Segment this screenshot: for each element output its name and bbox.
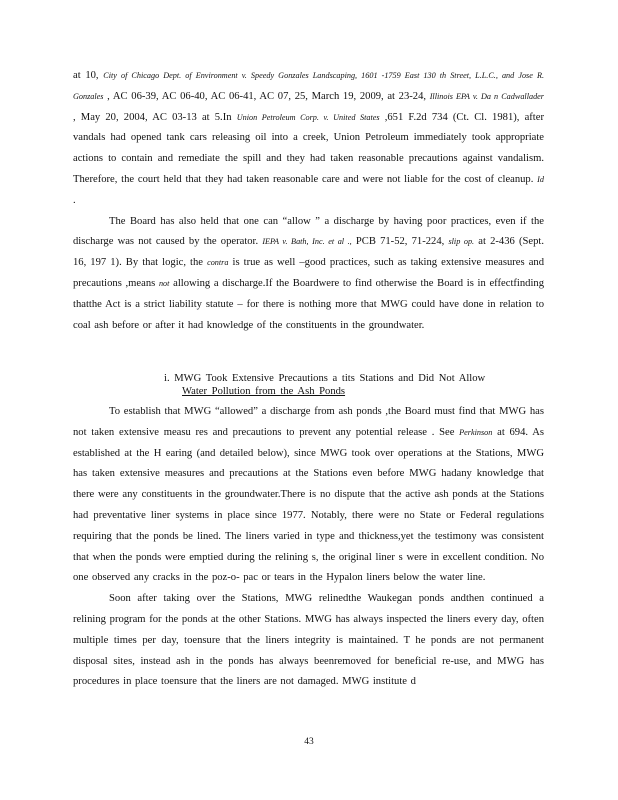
- case-citation: slip op.: [448, 237, 475, 247]
- text-run: at 10,: [73, 70, 104, 81]
- case-citation: Union Petroleum Corp. v. United States: [236, 112, 380, 122]
- page-number: 43: [304, 737, 314, 747]
- paragraph-1: [73, 66, 544, 212]
- text-run: , AC 06-39, AC 06-40, AC 06-41, AC 07, 25, March 19, 2009, at 23-24,: [103, 90, 430, 102]
- section-heading: [164, 372, 544, 398]
- body-text-bottom: [73, 402, 544, 693]
- text-run: PCB 71-52, 71-224,: [351, 236, 449, 248]
- text-run: To establish that MWG “allowed” a discharge from ash ponds ,the Board must find that MWG has not taken extensive measu res and precautions to prevent any potential release . See: [73, 406, 544, 438]
- text-run: Soon after taking over the Stations, MWG relinedthe Waukegan ponds andthen continued a relining program for the ponds at the other Stations. MWG has always inspected the liners every day, often multiple times per day, toensure that the liners integrity is maintained. T he ponds are not permanent disposal sites, instead ash in the ponds has always beenremoved for beneficial re-use, and MWG has procedures in place toensure that the liners are not damaged. MWG institute d: [73, 593, 544, 688]
- emphasis-word: contra: [207, 258, 229, 268]
- text-run: allowing a discharge.If the Boardwere to find otherwise the Board is in effectfinding thatthe Act is a strict liability statute – for there is nothing more that MWG could have done in relation to coal ash before or after it had knowledge of the constituents in the groundwater.: [73, 277, 544, 331]
- text-run: The Board has also held that one can “allow ” a discharge by having poor practices, even if the discharge was not caused by the operator.: [73, 215, 544, 248]
- body-text-top: [73, 66, 544, 336]
- case-citation: Perkinson: [459, 427, 493, 437]
- text-run: , May 20, 2004, AC 03-13 at 5.In: [73, 111, 237, 123]
- case-citation: City of Chicago Dept. of Environment v. Speedy Gonzales Landscaping, 1601 -1759 East 130 th Street, L.L.C., and Jose R. Gonzales: [73, 71, 544, 101]
- paragraph-4: [73, 589, 544, 693]
- section-heading-line-2: Water Pollution from the Ash Ponds: [182, 386, 346, 397]
- paragraph-2: [73, 212, 544, 337]
- text-run: .: [73, 194, 76, 206]
- case-citation: Illinois EPA v. Da n Cadwallader: [429, 91, 544, 101]
- text-run: ,651 F.2d 734 (Ct. Cl. 1981), after vandals had opened tank cars releasing oil into a creek, Union Petroleum immediately took appropriate actions to contain and remediate the spill and they had taken reasonable precautions against vandalism. Therefore, the court held that they had taken reasonable care and were not liable for the cost of cleanup.: [73, 111, 544, 185]
- section-heading-line-1: i. MWG Took Extensive Precautions a tits Stations and Did Not Allow: [164, 373, 486, 384]
- text-run: at 694. As established at the H earing (and detailed below), since MWG took over operations at the Stations, MWG has taken extensive measures and precautions at the Stations even before MWG hadany knowledge that there were any constituents in the groundwater.There is no dispute that the active ash ponds at the Stations had preventative liner systems in place since 1977. Notably, there were no State or Federal regulations requiring that the ponds be lined. The liners varied in type and thickness,yet the testimony was consistent that when the ponds were emptied during the relining s, the original liner s were in excellent condition. No one observed any cracks in the poz-o- pac or tears in the Hypalon liners below the water line.: [73, 426, 544, 584]
- paragraph-3: [73, 402, 544, 589]
- text-run: at 2-436 (Sept. 16, 197 1). By that logic, the: [73, 236, 544, 269]
- case-citation: Id: [537, 174, 544, 184]
- text-run: is true as well –good practices, such as taking extensive measures and precautions ,means: [73, 257, 544, 289]
- case-citation: IEPA v. Bath, Inc. et al .,: [262, 237, 352, 247]
- emphasis-word: not: [158, 278, 170, 288]
